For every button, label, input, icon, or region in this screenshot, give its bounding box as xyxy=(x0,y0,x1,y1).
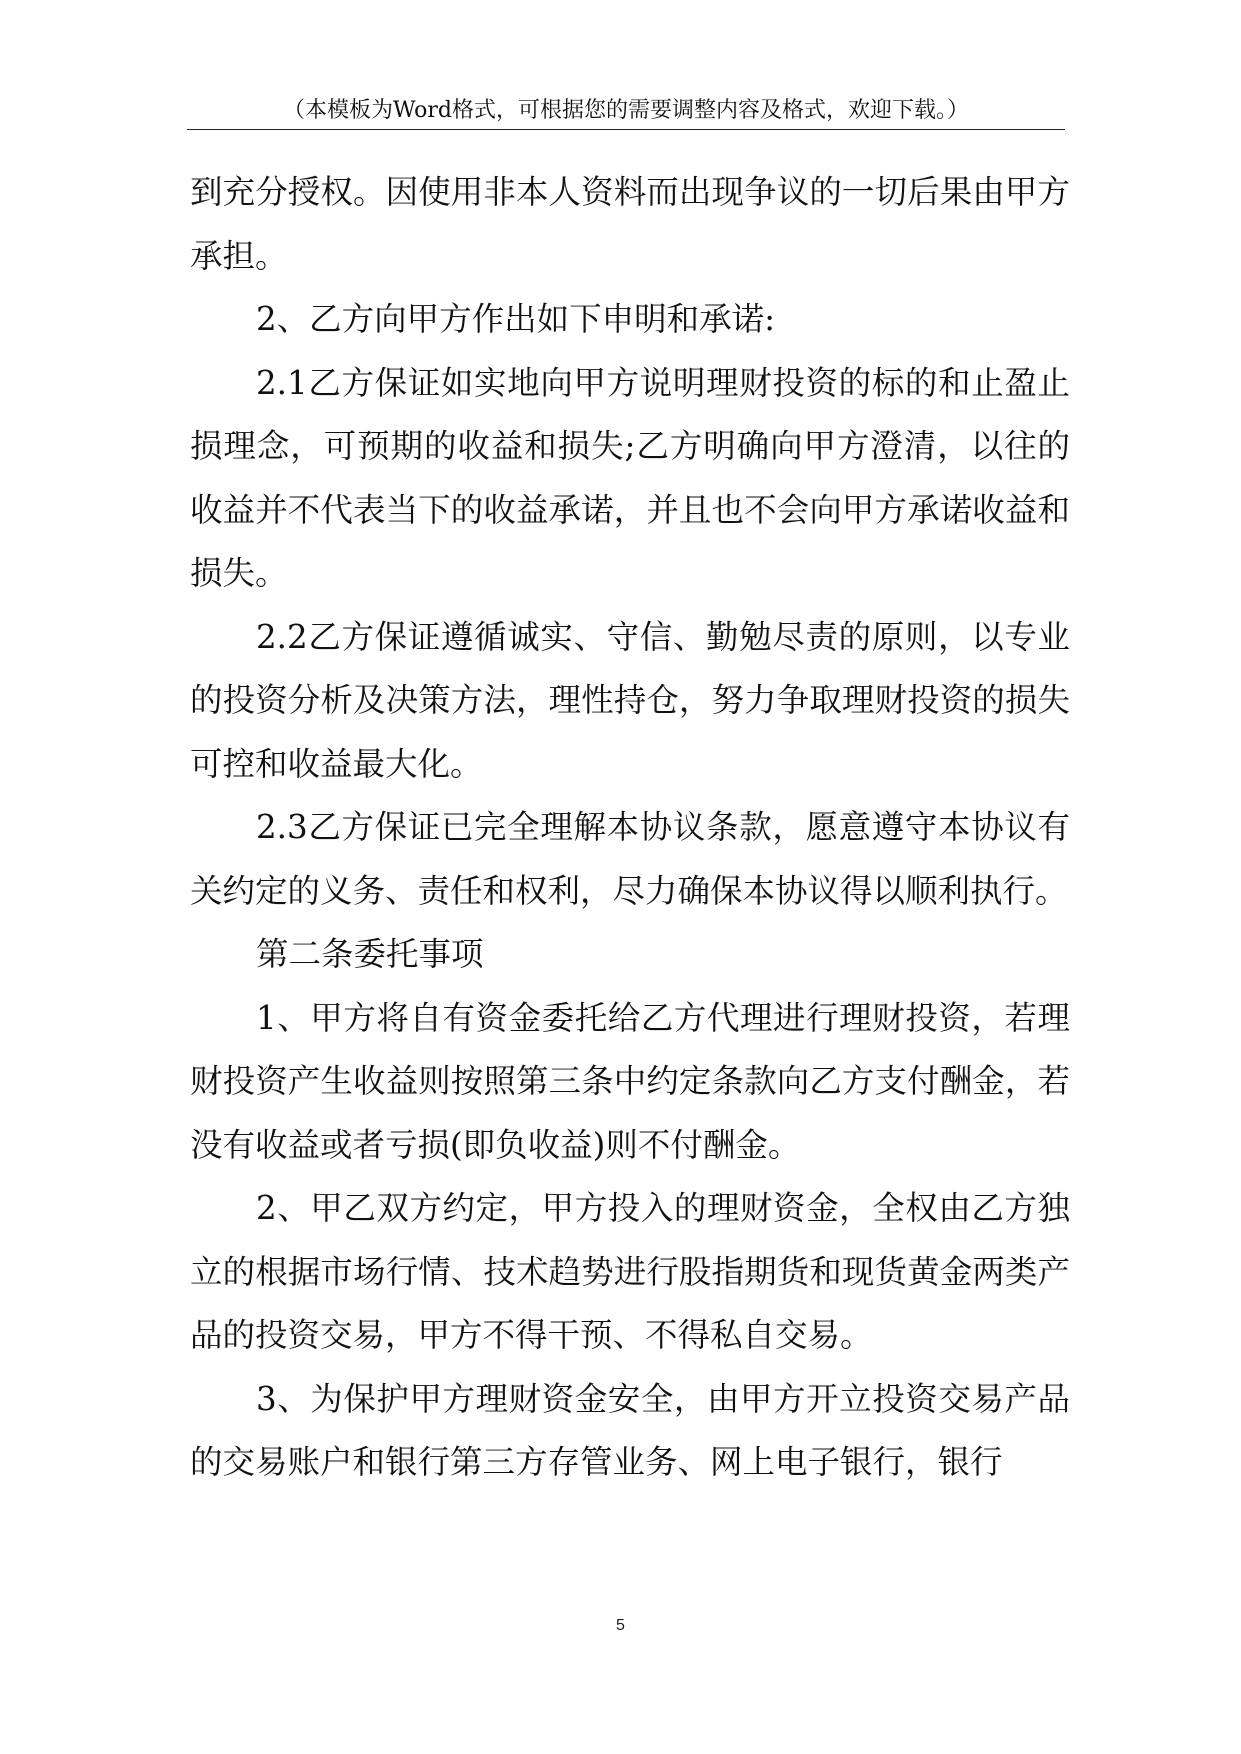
paragraph-clause-2: 2、乙方向甲方作出如下申明和承诺: xyxy=(256,300,776,338)
paragraph-clause-2-3: 2.3乙方保证已完全理解本协议条款，愿意遵守本协议有关约定的义务、责任和权利，尽力确保本协议得以顺利执行。 xyxy=(190,808,1070,910)
section-heading-article-2: 第二条委托事项 xyxy=(256,935,484,973)
template-note: （本模板为Word格式，可根据您的需要调整内容及格式，欢迎下载。） xyxy=(283,98,969,123)
paragraph-clause-2-2: 2.2乙方保证遵循诚实、守信、勤勉尽责的原则，以专业的投资分析及决策方法，理性持仓，努力争取理财投资的损失可控和收益最大化。 xyxy=(190,617,1070,783)
document-body xyxy=(190,161,1070,1495)
paragraph-item-1: 1、甲方将自有资金委托给乙方代理进行理财投资，若理财投资产生收益则按照第三条中约定条款向乙方支付酬金，若没有收益或者亏损(即负收益)则不付酬金。 xyxy=(190,998,1070,1164)
paragraph-continuation: 到充分授权。因使用非本人资料而出现争议的一切后果由甲方承担。 xyxy=(190,173,1070,275)
paragraph-item-2: 2、甲乙双方约定，甲方投入的理财资金，全权由乙方独立的根据市场行情、技术趋势进行股指期货和现货黄金两类产品的投资交易，甲方不得干预、不得私自交易。 xyxy=(190,1189,1070,1354)
page-number: 5 xyxy=(616,1617,625,1634)
paragraph-item-3: 3、为保护甲方理财资金安全，由甲方开立投资交易产品的交易账户和银行第三方存管业务、网上电子银行，银行 xyxy=(190,1379,1070,1481)
paragraph-clause-2-1: 2.1乙方保证如实地向甲方说明理财投资的标的和止盈止损理念，可预期的收益和损失;乙方明确向甲方澄清，以往的收益并不代表当下的收益承诺，并且也不会向甲方承诺收益和损失。 xyxy=(190,363,1070,592)
header-divider xyxy=(187,129,1065,130)
